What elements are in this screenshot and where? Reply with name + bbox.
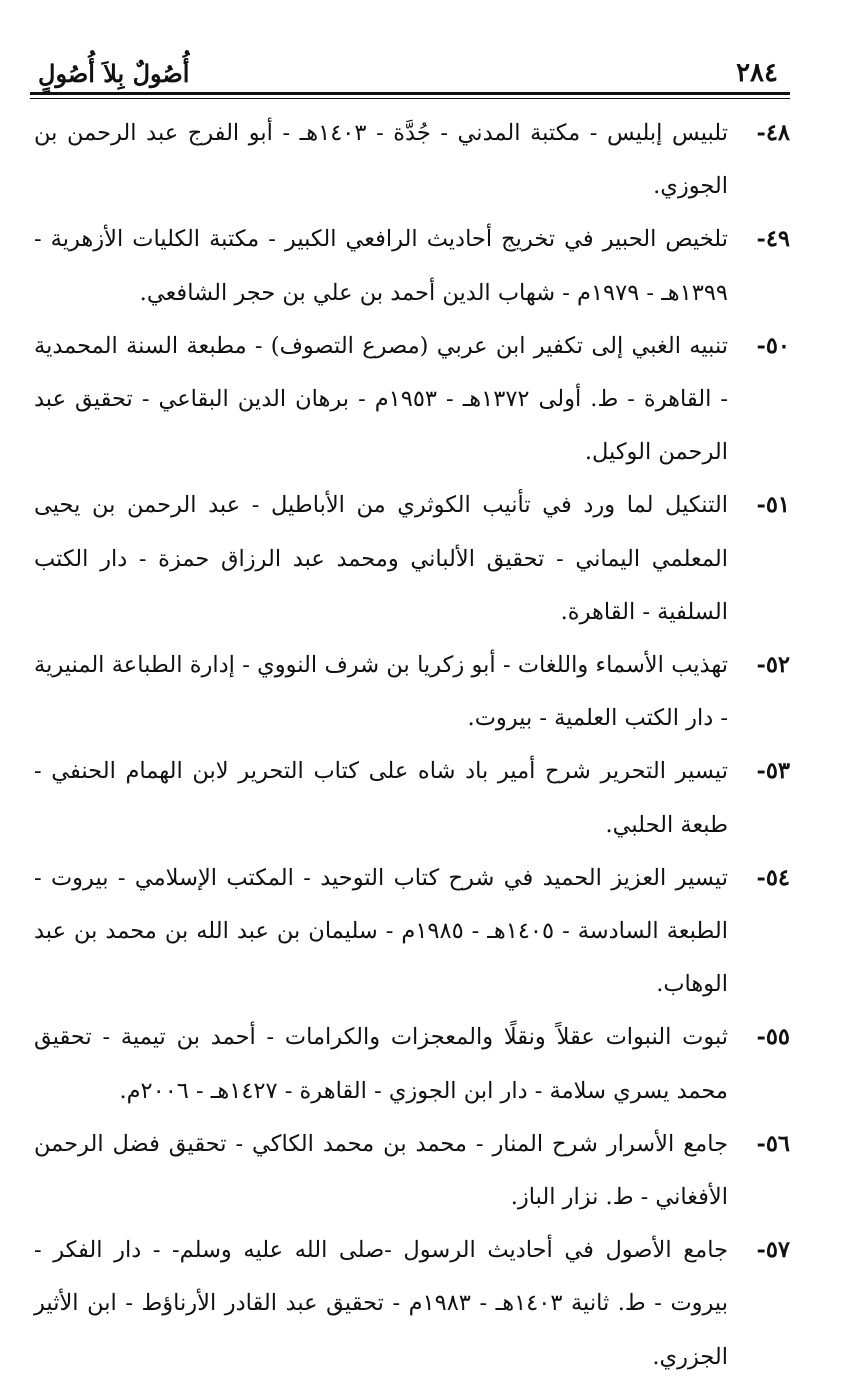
entry-number: ٤٩-	[756, 226, 790, 253]
bibliography-entry	[30, 1224, 790, 1384]
entry-number: ٥٤-	[756, 864, 790, 891]
entry-text: تنبيه الغبي إلى تكفير ابن عربي (مصرع التصوف) - مطبعة السنة المحمدية - القاهرة - ط. أولى ١٣٧٢هـ - ١٩٥٣م - برهان الدين البقاعي - تحقيق عبد الرحمن الوكيل.	[34, 332, 728, 466]
entry-number: ٥٢-	[756, 652, 790, 679]
bibliography-list	[30, 107, 790, 1384]
bibliography-entry	[30, 1118, 790, 1224]
bibliography-entry	[30, 745, 790, 851]
bibliography-entry	[30, 213, 790, 319]
entry-text: جامع الأسرار شرح المنار - محمد بن محمد الكاكي - تحقيق فضل الرحمن الأفغاني - ط. نزار الباز.	[34, 1130, 728, 1211]
book-page	[30, 28, 790, 1370]
entry-text: تيسير التحرير شرح أمير باد شاه على كتاب التحرير لابن الهمام الحنفي - طبعة الحلبي.	[34, 758, 728, 838]
entry-text: تيسير العزيز الحميد في شرح كتاب التوحيد - المكتب الإسلامي - بيروت - الطبعة السادسة - ١٤٠٥هـ - ١٩٨٥م - سليمان بن عبد الله بن محمد بن عبد الوهاب.	[34, 864, 728, 998]
header-rule	[30, 92, 790, 99]
bibliography-entry	[30, 1011, 790, 1117]
entry-text: جامع الأصول في أحاديث الرسول -صلى الله عليه وسلم- - دار الفكر - بيروت - ط. ثانية ١٤٠٣هـ - ١٩٨٣م - تحقيق عبد القادر الأرناؤط - ابن الأثير الجزري.	[34, 1237, 728, 1370]
bibliography-entry	[30, 320, 790, 480]
entry-number: ٥٥-	[756, 1024, 790, 1051]
entry-number: ٥٦-	[756, 1130, 790, 1157]
entry-text: التنكيل لما ورد في تأنيب الكوثري من الأباطيل - عبد الرحمن بن يحيى المعلمي اليماني - تحقيق الألباني ومحمد عبد الرزاق حمزة - دار الكتب السلفية - القاهرة.	[34, 492, 728, 625]
entry-text: تلخيص الحبير في تخريج أحاديث الرافعي الكبير - مكتبة الكليات الأزهرية - ١٣٩٩هـ - ١٩٧٩م - شهاب الدين أحمد بن علي بن حجر الشافعي.	[34, 226, 728, 306]
bibliography-entry	[30, 107, 790, 213]
entry-number: ٥٠-	[756, 332, 790, 359]
page-header	[30, 28, 790, 92]
page-number: ٢٨٤	[736, 58, 778, 88]
entry-number: ٥٧-	[756, 1237, 790, 1264]
entry-number: ٥١-	[756, 492, 790, 519]
entry-number: ٤٨-	[756, 120, 790, 146]
bibliography-entry	[30, 479, 790, 639]
running-title: أُصُولٌ بِلاَ أُصُولٍ	[38, 59, 190, 88]
bibliography-entry	[30, 639, 790, 745]
bibliography-entry	[30, 852, 790, 1012]
entry-text: ثبوت النبوات عقلاً ونقلًا والمعجزات والكرامات - أحمد بن تيمية - تحقيق محمد يسري سلامة - دار ابن الجوزي - القاهرة - ١٤٢٧هـ - ٢٠٠٦م.	[34, 1024, 728, 1104]
entry-text: تهذيب الأسماء واللغات - أبو زكريا بن شرف النووي - إدارة الطباعة المنيرية - دار الكتب العلمية - بيروت.	[34, 652, 728, 732]
entry-text: تلبيس إبليس - مكتبة المدني - جُدَّة - ١٤٠٣هـ - أبو الفرج عبد الرحمن بن الجوزي.	[34, 120, 728, 200]
entry-number: ٥٣-	[756, 758, 790, 785]
